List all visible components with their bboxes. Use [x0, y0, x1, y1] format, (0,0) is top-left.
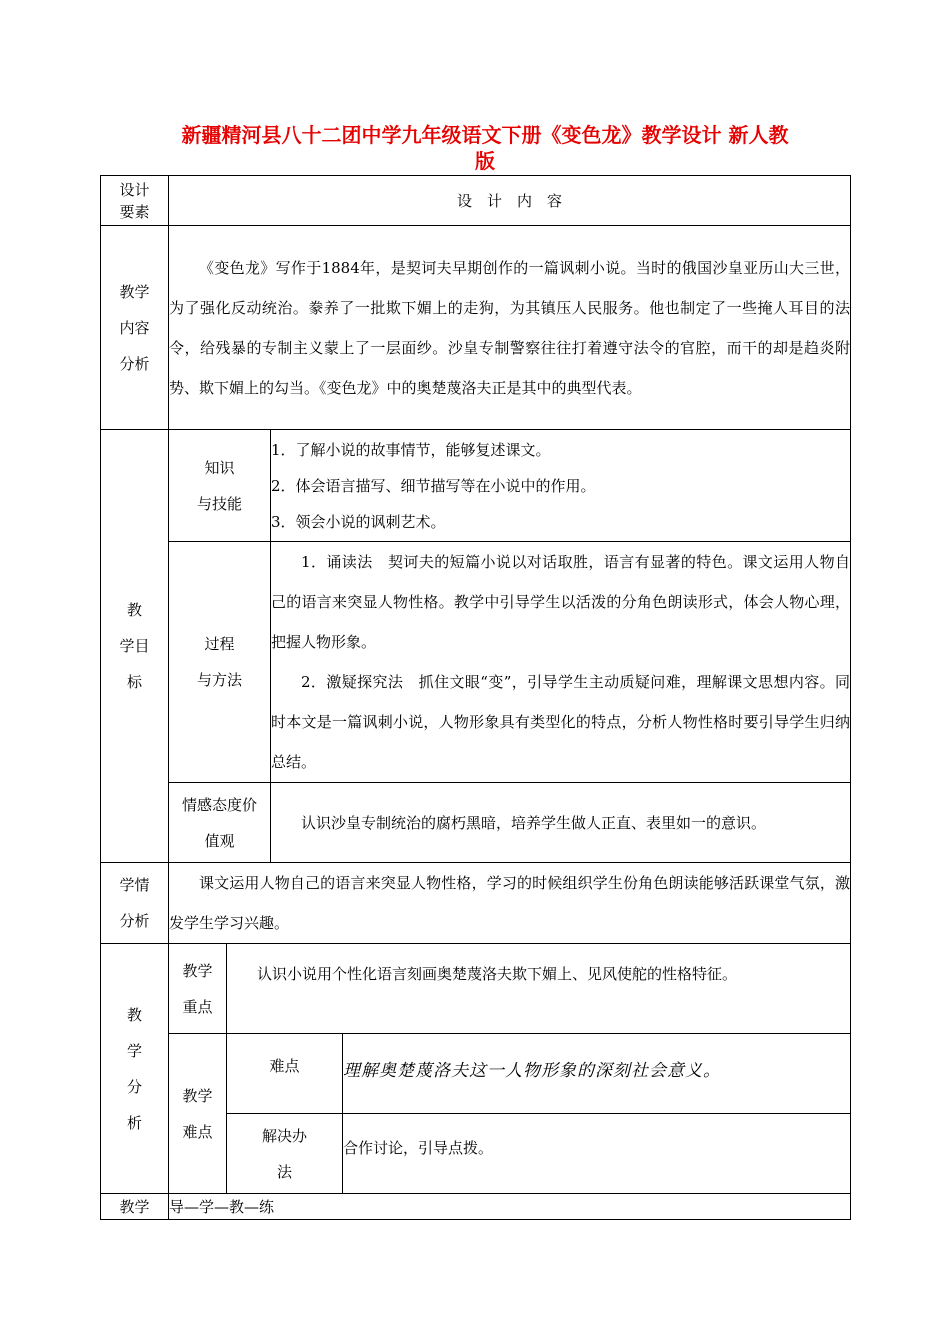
label-line: 与技能 [196, 494, 242, 513]
label-line: 情感态度价 [181, 795, 257, 814]
difficult-row [101, 1034, 851, 1114]
label-line: 教 [126, 1005, 142, 1024]
content-analysis-text: 《变色龙》写作于1884年，是契诃夫早期创作的一篇讽刺小说。当时的俄国沙皇亚历山大三世，为了强化反动统治。豢养了一批欺下媚上的走狗，为其镇压人民服务。他也制定了一些掩人耳目的法令，给残暴的专制主义蒙上了一层面纱。沙皇专制警察往往打着遵守法令的官腔，而干的却是趋炎附势、欺下媚上的勾当。《变色龙》中的奥楚蔑洛夫正是其中的典型代表。 [169, 226, 851, 430]
difficult-handwritten-text: 理解奥楚蔑洛夫这一人物形象的深刻社会意义。 [343, 1034, 851, 1114]
goal-process-row [101, 542, 851, 783]
header-content-cell: 设 计 内 容 [169, 176, 851, 226]
goals-label [101, 430, 169, 863]
method-label: 教学 [101, 1194, 169, 1220]
analysis-label [101, 944, 169, 1194]
header-element-cell [101, 176, 169, 226]
label-line: 教学 [119, 282, 150, 301]
goal-emotion-row [101, 783, 851, 863]
label-line: 分析 [119, 354, 150, 373]
title-line-1: 新疆精河县八十二团中学九年级语文下册《变色龙》教学设计 新人教 [181, 123, 789, 147]
list-item: 1．了解小说的故事情节，能够复述课文。 [271, 440, 551, 459]
goal-knowledge-row [101, 430, 851, 542]
emotion-label [169, 783, 271, 863]
content-analysis-label [101, 226, 169, 430]
label-line: 解决办 [261, 1126, 307, 1145]
label-line: 教 [126, 601, 142, 619]
emotion-text: 认识沙皇专制统治的腐朽黑暗，培养学生做人正直、表里如一的意识。 [271, 783, 851, 863]
header-element-l1: 设计 [119, 180, 150, 199]
label-line: 重点 [182, 997, 213, 1016]
process-label [169, 542, 271, 783]
label-line: 析 [126, 1113, 142, 1132]
list-item: 3．领会小说的讽刺艺术。 [271, 512, 446, 531]
label-line: 教学 [182, 961, 213, 980]
knowledge-list [271, 430, 851, 542]
title-line-2: 版 [475, 149, 495, 173]
key-point-row [101, 944, 851, 1034]
label-line: 分 [126, 1077, 142, 1096]
label-line: 过程 [204, 635, 235, 653]
label-line: 学 [126, 1041, 142, 1060]
knowledge-label [169, 430, 271, 542]
content-analysis-row [101, 226, 851, 430]
label-line: 分析 [119, 912, 150, 930]
label-line: 知识 [204, 458, 235, 477]
header-element-l2: 要素 [119, 202, 150, 221]
difficult-label [169, 1034, 227, 1194]
difficult-sub-label: 难点 [227, 1034, 343, 1114]
label-line: 学情 [119, 876, 150, 894]
student-text: 课文运用人物自己的语言来突显人物性格，学习的时候组织学生份角色朗读能够活跃课堂气氛，激发学生学习兴趣。 [169, 863, 851, 944]
label-line: 法 [276, 1162, 292, 1181]
process-paragraph-1: 1．诵读法 契诃夫的短篇小说以对话取胜，语言有显著的特色。课文运用人物自己的语言来突显人物性格。教学中引导学生以活泼的分角色朗读形式，体会人物心理，把握人物形象。 [271, 553, 851, 651]
method-text: 导—学—教—练 [169, 1194, 851, 1220]
student-label [101, 863, 169, 944]
solution-label [227, 1114, 343, 1194]
header-row [101, 176, 851, 226]
label-line: 教学 [182, 1086, 213, 1105]
process-text [271, 542, 851, 783]
label-line: 内容 [119, 318, 150, 337]
process-paragraph-2: 2．激疑探究法 抓住文眼“变”，引导学生主动质疑问难，理解课文思想内容。同时本文是一篇讽刺小说，人物形象具有类型化的特点，分析人物性格时要引导学生归纳总结。 [271, 673, 851, 771]
label-line: 难点 [182, 1122, 213, 1141]
list-item: 2．体会语言描写、细节描写等在小说中的作用。 [271, 476, 596, 495]
document-title [120, 122, 850, 174]
label-line: 学目 [119, 637, 150, 655]
label-line: 标 [126, 673, 142, 691]
method-row [101, 1194, 851, 1220]
key-point-text: 认识小说用个性化语言刻画奥楚蔑洛夫欺下媚上、见风使舵的性格特征。 [227, 944, 851, 1034]
label-line: 值观 [204, 831, 235, 850]
design-table [100, 175, 851, 1220]
solution-text: 合作讨论，引导点拨。 [343, 1114, 851, 1194]
key-point-label [169, 944, 227, 1034]
student-analysis-row [101, 863, 851, 944]
label-line: 与方法 [196, 671, 242, 689]
